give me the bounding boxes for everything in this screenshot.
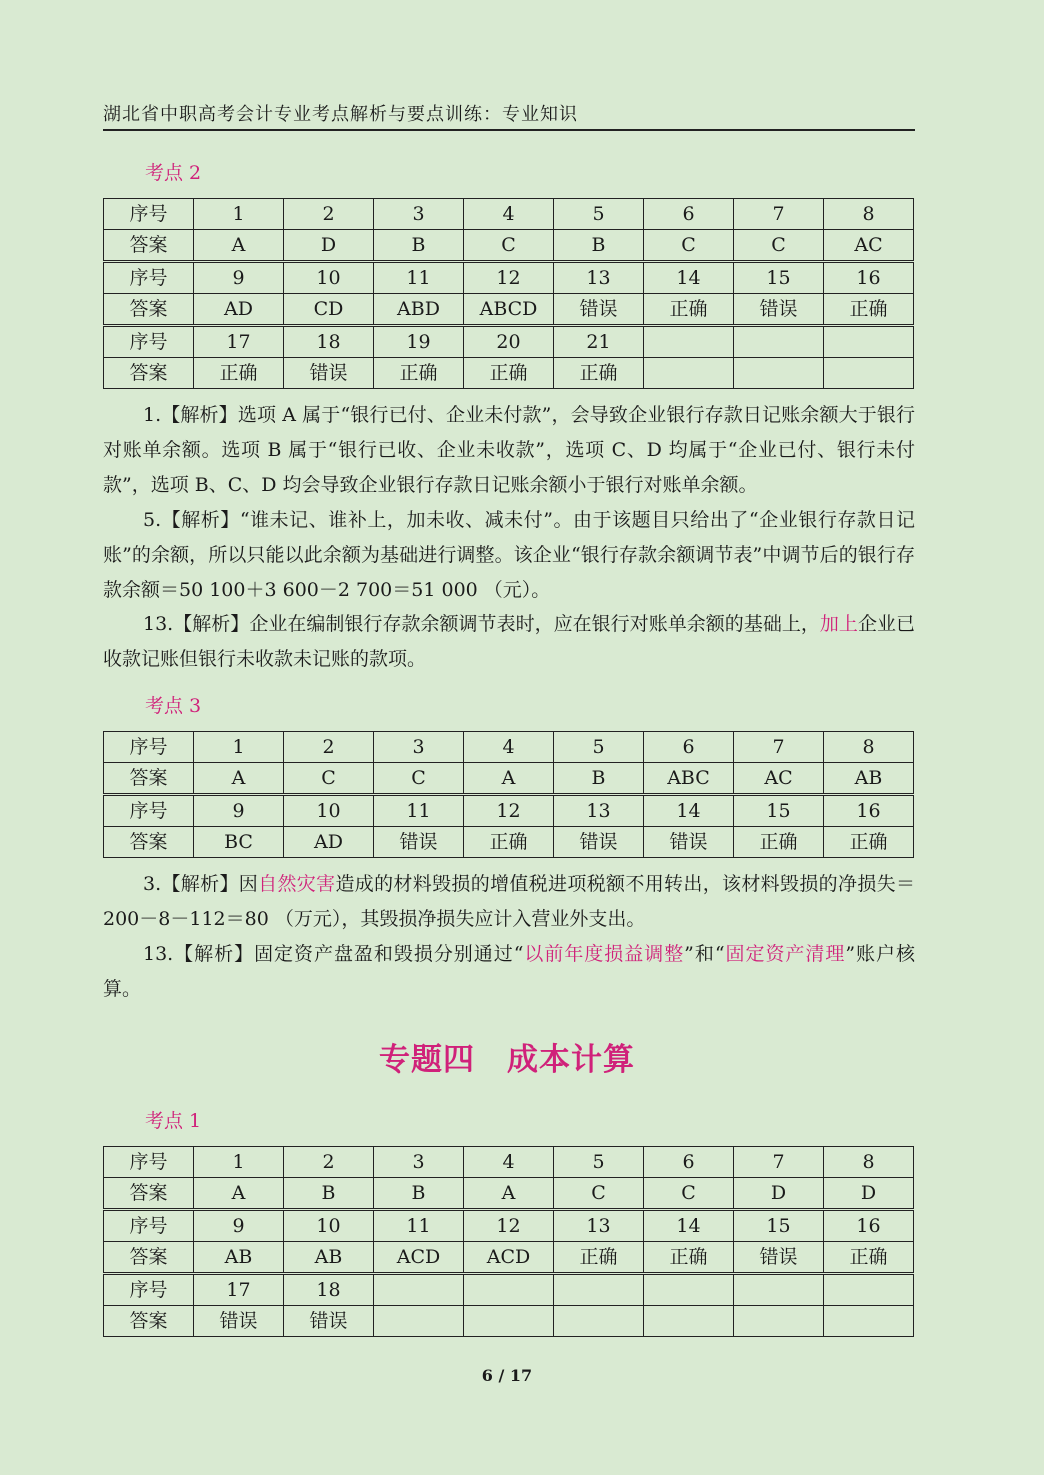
section-label-kaodian-3: 考点 3 xyxy=(145,695,202,717)
table-cell: 错误 xyxy=(554,294,644,326)
table-cell: 错误 xyxy=(284,1306,374,1337)
table-cell: 正确 xyxy=(824,294,914,326)
table-cell: 4 xyxy=(464,199,554,230)
table-cell: 14 xyxy=(644,262,734,294)
table-cell: 正确 xyxy=(554,1242,644,1274)
table-cell: 16 xyxy=(824,262,914,294)
table-cell: 9 xyxy=(194,795,284,827)
table-cell: 正确 xyxy=(734,827,824,858)
table-row xyxy=(104,358,914,389)
highlight-text: 以前年度损益调整 xyxy=(523,943,685,965)
answer-table-kaodian-2 xyxy=(103,198,914,389)
table-cell: 正确 xyxy=(824,1242,914,1274)
answer-table-kaodian-3 xyxy=(103,731,914,858)
table-cell: 正确 xyxy=(644,1242,734,1274)
table-cell: B xyxy=(554,230,644,262)
table-cell: 13 xyxy=(554,795,644,827)
table-cell: 20 xyxy=(464,326,554,358)
table-cell: 15 xyxy=(734,795,824,827)
table-cell: 错误 xyxy=(554,827,644,858)
table-row xyxy=(104,1178,914,1210)
table-cell xyxy=(374,1274,464,1306)
table-row xyxy=(104,230,914,262)
table-row xyxy=(104,1306,914,1337)
table-cell: 12 xyxy=(464,262,554,294)
table-cell: 9 xyxy=(194,1210,284,1242)
table-cell: 18 xyxy=(284,326,374,358)
table-cell: 错误 xyxy=(194,1306,284,1337)
table-row xyxy=(104,326,914,358)
table-cell: 11 xyxy=(374,1210,464,1242)
table-cell xyxy=(554,1274,644,1306)
table-cell: 5 xyxy=(554,1147,644,1178)
table-row xyxy=(104,294,914,326)
table-cell: D xyxy=(734,1178,824,1210)
table-cell: 10 xyxy=(284,262,374,294)
table-cell: ABCD xyxy=(464,294,554,326)
table-cell: 14 xyxy=(644,795,734,827)
table-cell: 4 xyxy=(464,1147,554,1178)
table-cell: AC xyxy=(824,230,914,262)
highlight-text: 固定资产清理 xyxy=(724,943,846,965)
table-cell: 2 xyxy=(284,1147,374,1178)
table-cell: 错误 xyxy=(734,1242,824,1274)
row-header: 序号 xyxy=(104,1147,194,1178)
table-cell: B xyxy=(374,230,464,262)
table-cell: 15 xyxy=(734,262,824,294)
table-cell: 2 xyxy=(284,199,374,230)
table-cell: AB xyxy=(824,763,914,795)
table-cell: B xyxy=(554,763,644,795)
table-cell: A xyxy=(194,1178,284,1210)
table-cell xyxy=(734,1306,824,1337)
table-cell: 6 xyxy=(644,1147,734,1178)
explanation-5: 5.【解析】“谁未记、谁补上，加未收、减未付”。由于该题目只给出了“企业银行存款日记账”的余额，所以只能以此余额为基础进行调整。该企业“银行存款余额调节表”中调节后的银行存款余额＝50 100＋3 600－2 700＝51 000 （元）。 xyxy=(103,509,915,601)
table-cell: 1 xyxy=(194,1147,284,1178)
explanation-text: 3.【解析】因 xyxy=(143,873,259,895)
table-cell: 10 xyxy=(284,795,374,827)
table-cell: 16 xyxy=(824,1210,914,1242)
table-cell: D xyxy=(284,230,374,262)
row-header: 序号 xyxy=(104,732,194,763)
table-cell: C xyxy=(464,230,554,262)
table-cell: 18 xyxy=(284,1274,374,1306)
table-cell: 5 xyxy=(554,199,644,230)
table-cell xyxy=(464,1274,554,1306)
row-header: 序号 xyxy=(104,795,194,827)
explanation-text: 13.【解析】企业在编制银行存款余额调节表时，应在银行对账单余额的基础上， xyxy=(143,613,820,635)
row-header: 答案 xyxy=(104,1178,194,1210)
table-cell: 10 xyxy=(284,1210,374,1242)
table-cell: ACD xyxy=(374,1242,464,1274)
table-cell: 3 xyxy=(374,199,464,230)
table-cell: 15 xyxy=(734,1210,824,1242)
table-cell: 6 xyxy=(644,732,734,763)
table-row xyxy=(104,262,914,294)
table-cell: C xyxy=(374,763,464,795)
table-cell xyxy=(824,1274,914,1306)
table-cell: ABD xyxy=(374,294,464,326)
table-cell: C xyxy=(644,1178,734,1210)
row-header: 答案 xyxy=(104,1306,194,1337)
table-cell: AD xyxy=(284,827,374,858)
topic-title: 专题四 成本计算 xyxy=(379,1042,635,1078)
table-cell: B xyxy=(284,1178,374,1210)
row-header: 序号 xyxy=(104,262,194,294)
answer-table-kaodian-1 xyxy=(103,1146,914,1337)
table-cell: 1 xyxy=(194,732,284,763)
explanation-text: 13.【解析】固定资产盘盈和毁损分别通过“ xyxy=(143,943,524,965)
table-cell: 13 xyxy=(554,1210,644,1242)
highlight-text: 自然灾害 xyxy=(258,873,336,895)
table-row xyxy=(104,1274,914,1306)
table-cell xyxy=(734,358,824,389)
table-cell: 16 xyxy=(824,795,914,827)
table-cell xyxy=(464,1306,554,1337)
table-cell: 8 xyxy=(824,199,914,230)
table-cell: 2 xyxy=(284,732,374,763)
table-cell xyxy=(824,326,914,358)
table-cell: 9 xyxy=(194,262,284,294)
table-cell: 1 xyxy=(194,199,284,230)
table-cell: AB xyxy=(284,1242,374,1274)
table-cell: 3 xyxy=(374,732,464,763)
row-header: 序号 xyxy=(104,1274,194,1306)
explanation-13 xyxy=(103,607,915,677)
table-cell: C xyxy=(644,230,734,262)
table-cell: A xyxy=(194,763,284,795)
table-cell: AD xyxy=(194,294,284,326)
table-cell: BC xyxy=(194,827,284,858)
table-cell: A xyxy=(194,230,284,262)
table-row xyxy=(104,795,914,827)
table-cell: 错误 xyxy=(734,294,824,326)
table-cell: C xyxy=(734,230,824,262)
table-row xyxy=(104,1242,914,1274)
header-rule xyxy=(103,129,915,131)
table-cell: 3 xyxy=(374,1147,464,1178)
row-header: 答案 xyxy=(104,763,194,795)
row-header: 序号 xyxy=(104,326,194,358)
row-header: 答案 xyxy=(104,358,194,389)
table-cell: 正确 xyxy=(554,358,644,389)
table-cell: 12 xyxy=(464,795,554,827)
table-cell xyxy=(554,1306,644,1337)
table-cell xyxy=(644,326,734,358)
table-cell: 14 xyxy=(644,1210,734,1242)
table-cell xyxy=(824,1306,914,1337)
table-cell: ABC xyxy=(644,763,734,795)
row-header: 答案 xyxy=(104,230,194,262)
table-cell: 4 xyxy=(464,732,554,763)
table-cell xyxy=(644,1274,734,1306)
table-cell: 错误 xyxy=(644,827,734,858)
table-cell: ACD xyxy=(464,1242,554,1274)
table-cell xyxy=(824,358,914,389)
table-cell: 正确 xyxy=(644,294,734,326)
table-cell: D xyxy=(824,1178,914,1210)
table-cell: 正确 xyxy=(194,358,284,389)
table-cell: 13 xyxy=(554,262,644,294)
table-cell xyxy=(374,1306,464,1337)
table-cell: 17 xyxy=(194,326,284,358)
table-cell: 7 xyxy=(734,732,824,763)
table-row xyxy=(104,763,914,795)
table-cell: AC xyxy=(734,763,824,795)
explanation-3 xyxy=(103,867,915,937)
row-header: 答案 xyxy=(104,1242,194,1274)
section-label-kaodian-2: 考点 2 xyxy=(145,162,202,184)
table-cell: 6 xyxy=(644,199,734,230)
row-header: 答案 xyxy=(104,827,194,858)
table-cell: A xyxy=(464,763,554,795)
table-cell: CD xyxy=(284,294,374,326)
table-cell: 7 xyxy=(734,1147,824,1178)
explanation-text: ”账户核算。 xyxy=(103,943,915,1000)
table-cell: 错误 xyxy=(374,827,464,858)
table-cell: AB xyxy=(194,1242,284,1274)
table-cell: 错误 xyxy=(284,358,374,389)
table-cell: 17 xyxy=(194,1274,284,1306)
explanation-text: 造成的材料毁损的增值税进项税额不用转出，该材料毁损的净损失＝200－8－112＝80 （万元），其毁损净损失应计入营业外支出。 xyxy=(103,873,915,930)
table-cell xyxy=(644,358,734,389)
table-cell xyxy=(734,1274,824,1306)
table-cell: 8 xyxy=(824,732,914,763)
table-row xyxy=(104,1147,914,1178)
table-cell: A xyxy=(464,1178,554,1210)
row-header: 序号 xyxy=(104,1210,194,1242)
table-cell: 21 xyxy=(554,326,644,358)
table-cell xyxy=(644,1306,734,1337)
table-row xyxy=(104,732,914,763)
table-cell: 11 xyxy=(374,262,464,294)
table-cell: 正确 xyxy=(464,358,554,389)
table-cell: B xyxy=(374,1178,464,1210)
explanation-1: 1.【解析】选项 A 属于“银行已付、企业未付款”，会导致企业银行存款日记账余额大于银行对账单余额。选项 B 属于“银行已收、企业未收款”，选项 C、D 均属于“企业已付、银行未付款”，选项 B、C、D 均会导致企业银行存款日记账余额小于银行对账单余额。 xyxy=(103,404,915,496)
row-header: 答案 xyxy=(104,294,194,326)
table-cell: 正确 xyxy=(464,827,554,858)
explanation-text: 企业已收款记账但银行未收款未记账的款项。 xyxy=(103,613,915,670)
table-cell: 正确 xyxy=(374,358,464,389)
table-cell: 7 xyxy=(734,199,824,230)
table-row xyxy=(104,1210,914,1242)
row-header: 序号 xyxy=(104,199,194,230)
table-cell: C xyxy=(284,763,374,795)
table-cell: 19 xyxy=(374,326,464,358)
table-row xyxy=(104,199,914,230)
table-cell: 5 xyxy=(554,732,644,763)
table-row xyxy=(104,827,914,858)
table-cell: 正确 xyxy=(824,827,914,858)
running-header: 湖北省中职高考会计专业考点解析与要点训练：专业知识 xyxy=(103,104,578,125)
table-cell xyxy=(734,326,824,358)
explanation-text: ”和“ xyxy=(684,943,725,965)
page-number: 6 / 17 xyxy=(481,1366,533,1385)
highlight-text: 加上 xyxy=(819,613,858,635)
section-label-kaodian-1: 考点 1 xyxy=(145,1110,202,1132)
table-cell: 12 xyxy=(464,1210,554,1242)
table-cell: 8 xyxy=(824,1147,914,1178)
table-cell: 11 xyxy=(374,795,464,827)
table-cell: C xyxy=(554,1178,644,1210)
explanation-13-b xyxy=(103,937,915,1007)
